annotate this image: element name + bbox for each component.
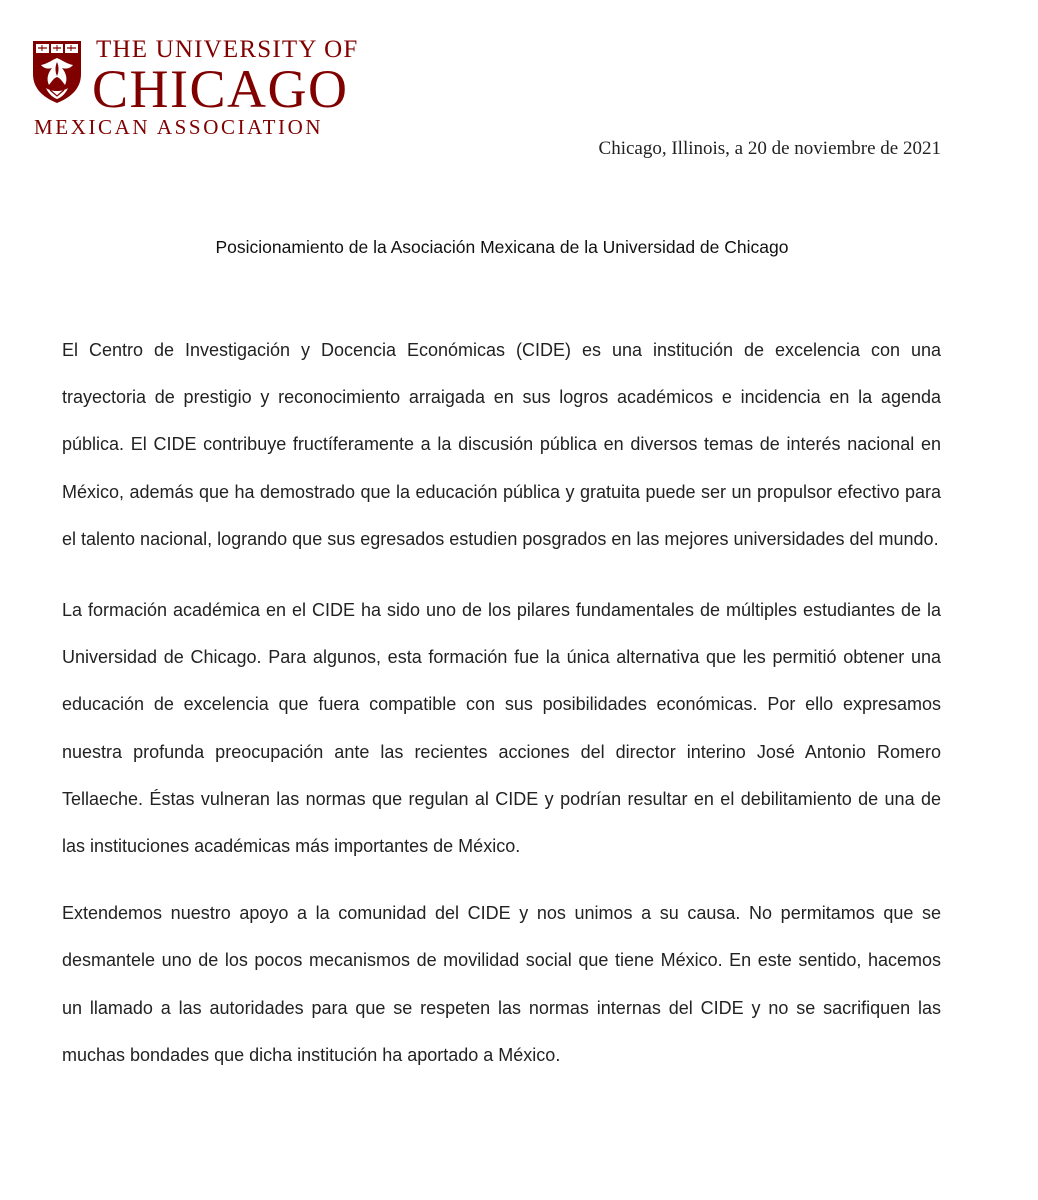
logo-text-university-of: THE UNIVERSITY OF: [96, 36, 359, 63]
paragraph-3: Extendemos nuestro apoyo a la comunidad del CIDE y nos unimos a su causa. No permitamos que se desmantele uno de los pocos mecanismos de movilidad social que tiene México. En este sentido, hacemos un llamado a las autoridades para que se respeten las normas internas del CIDE y no se sacrifiquen las muchas bondades que dicha institución ha aportado a México.: [62, 903, 941, 1065]
paragraph-1: El Centro de Investigación y Docencia Económicas (CIDE) es una institución de excelencia con una trayectoria de prestigio y reconocimiento arraigada en sus logros académicos e incidencia en la agenda pública. El CIDE contribuye fructíferamente a la discusión pública en diversos temas de interés nacional en México, además que ha demostrado que la educación pública y gratuita puede ser un propulsor efectivo para el talento nacional, logrando que sus egresados estudien posgrados en las mejores universidades del mundo.: [62, 340, 941, 549]
date-location: Chicago, Illinois, a 20 de noviembre de 2021: [598, 138, 941, 159]
phoenix-shield-icon: [32, 40, 82, 104]
logo-text-chicago: CHICAGO: [92, 59, 349, 119]
paragraph-2: La formación académica en el CIDE ha sido uno de los pilares fundamentales de múltiples estudiantes de la Universidad de Chicago. Para algunos, esta formación fue la única alternativa que les permitió obtener una educación de excelencia que fuera compatible con sus posibilidades económicas. Por ello expresamos nuestra profunda preocupación ante las recientes acciones del director interino José Antonio Romero Tellaeche. Éstas vulneran las normas que regulan al CIDE y podrían resultar en el debilitamiento de una de las instituciones académicas más importantes de México.: [62, 600, 941, 857]
logo-text-mexican-association: MEXICAN ASSOCIATION: [34, 115, 324, 139]
university-logo: [32, 36, 359, 140]
document-title: Posicionamiento de la Asociación Mexicana de la Universidad de Chicago: [215, 237, 789, 257]
document-body: [62, 327, 941, 1103]
